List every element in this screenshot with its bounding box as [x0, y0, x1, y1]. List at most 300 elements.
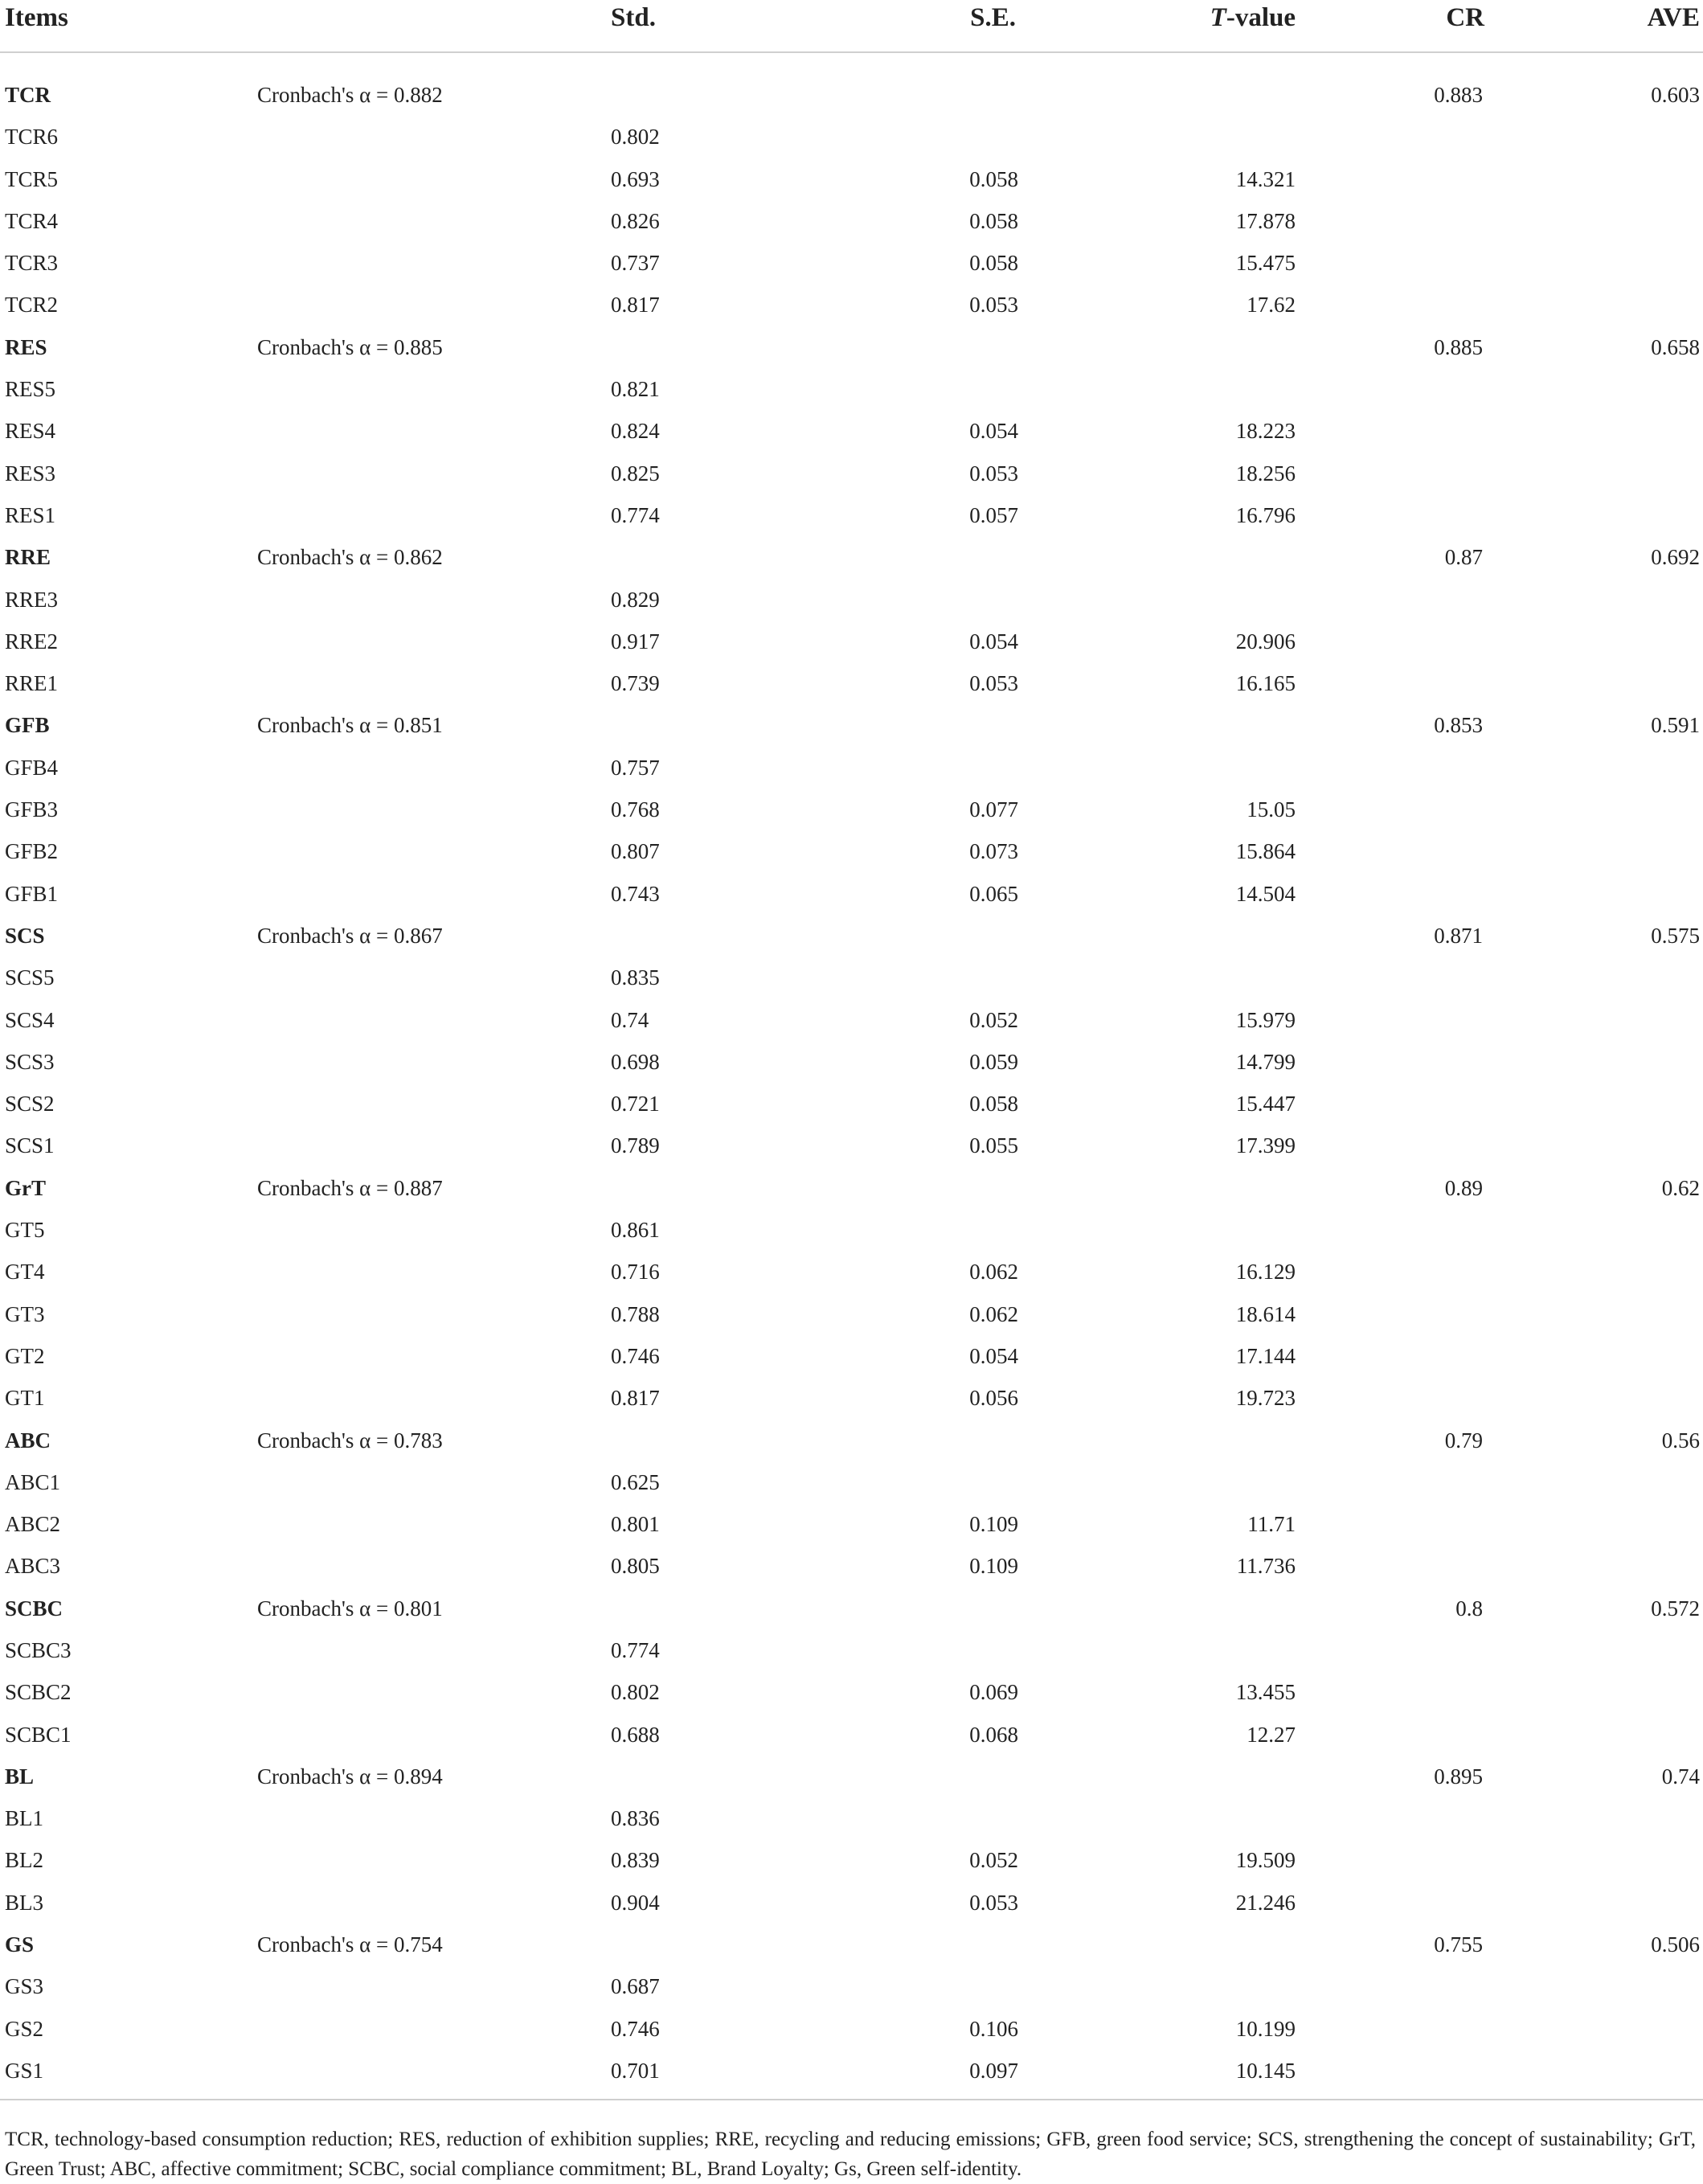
cell-std: 0.825	[611, 461, 660, 486]
cell-item: RES4	[5, 419, 56, 444]
cell-cronbach-alpha: Cronbach's α = 0.801	[257, 1596, 443, 1621]
cell-cr	[1318, 494, 1543, 536]
cell-std: 0.698	[611, 1049, 660, 1074]
cell-std: 0.737	[611, 251, 660, 276]
cell-se	[820, 116, 1061, 158]
cell-cr	[1318, 621, 1543, 662]
cell-se: 0.055	[969, 1133, 1018, 1158]
table-row	[0, 2050, 1703, 2092]
cell-t-value: 16.165	[1235, 671, 1296, 696]
cell-std: 0.826	[611, 208, 660, 233]
cell-cronbach-alpha	[257, 1714, 611, 1756]
cell-cronbach-alpha	[257, 284, 611, 326]
construct-row	[0, 1420, 1703, 1461]
cell-se	[820, 536, 1061, 578]
cell-std: 0.721	[611, 1092, 660, 1117]
cell-t-value	[1061, 1756, 1318, 1797]
cell-se	[820, 1167, 1061, 1209]
cell-item: RRE1	[5, 671, 59, 696]
cell-std: 0.743	[611, 881, 660, 906]
cell-cronbach-alpha	[257, 621, 611, 662]
header-items: Items	[0, 0, 257, 52]
table-row	[0, 200, 1703, 242]
cell-item: SCS2	[5, 1092, 55, 1117]
cell-t-value	[1061, 536, 1318, 578]
cell-item: SCBC3	[5, 1637, 72, 1662]
cell-t-value: 15.475	[1235, 251, 1296, 276]
construct-row	[0, 326, 1703, 368]
cell-ave	[1543, 200, 1703, 242]
cell-std: 0.839	[611, 1848, 660, 1873]
cell-ave	[1543, 1335, 1703, 1377]
cell-se	[820, 1797, 1061, 1839]
cell-cr	[1318, 747, 1543, 789]
cell-item: BL3	[5, 1890, 44, 1915]
table-row	[0, 830, 1703, 872]
cell-ave	[1543, 999, 1703, 1041]
cell-cronbach-alpha: Cronbach's α = 0.882	[257, 83, 443, 107]
cell-item: RES	[5, 334, 47, 359]
cell-cr	[1318, 1461, 1543, 1503]
cell-se	[820, 579, 1061, 621]
cell-cr: 0.79	[1444, 1428, 1483, 1453]
table-row	[0, 579, 1703, 621]
cell-se: 0.109	[969, 1554, 1018, 1579]
cell-cr	[1318, 579, 1543, 621]
table-row	[0, 1125, 1703, 1166]
cell-std: 0.688	[611, 1722, 660, 1747]
cell-cronbach-alpha	[257, 368, 611, 410]
table-row	[0, 116, 1703, 158]
cell-cr: 0.883	[1434, 83, 1483, 107]
cell-se: 0.053	[969, 1890, 1018, 1915]
cell-ave: 0.572	[1651, 1596, 1700, 1621]
cell-ave	[1543, 873, 1703, 915]
cell-t-value: 12.27	[1247, 1722, 1296, 1747]
table-row	[0, 284, 1703, 326]
cell-cr	[1318, 999, 1543, 1041]
cell-se: 0.053	[969, 293, 1018, 318]
cell-ave	[1543, 2008, 1703, 2050]
cell-se: 0.097	[969, 2058, 1018, 2083]
cell-ave	[1543, 1461, 1703, 1503]
cell-se	[820, 326, 1061, 368]
cell-se	[820, 52, 1061, 116]
cell-se: 0.059	[969, 1049, 1018, 1074]
cell-cr	[1318, 2008, 1543, 2050]
cell-cr	[1318, 1125, 1543, 1166]
cell-cr	[1318, 453, 1543, 494]
cell-item: BL2	[5, 1848, 44, 1873]
table-row	[0, 873, 1703, 915]
cell-cronbach-alpha	[257, 789, 611, 830]
cell-ave: 0.56	[1661, 1428, 1700, 1453]
cell-ave	[1543, 116, 1703, 158]
cell-cronbach-alpha	[257, 957, 611, 998]
cell-cronbach-alpha: Cronbach's α = 0.783	[257, 1428, 443, 1453]
cell-item: GFB3	[5, 797, 59, 822]
cell-cr	[1318, 1671, 1543, 1713]
cell-std	[611, 52, 820, 116]
cell-item: BL1	[5, 1806, 44, 1831]
cell-cr	[1318, 1839, 1543, 1881]
cell-cronbach-alpha	[257, 1545, 611, 1587]
cell-t-value: 11.736	[1236, 1554, 1296, 1579]
cell-item: GT2	[5, 1343, 45, 1368]
table-row	[0, 1503, 1703, 1545]
cell-ave	[1543, 1293, 1703, 1335]
cell-cr	[1318, 200, 1543, 242]
cell-item: RES5	[5, 377, 56, 402]
cell-cr	[1318, 1882, 1543, 1924]
cell-t-value: 17.144	[1235, 1343, 1296, 1368]
cell-item: BL	[5, 1764, 35, 1789]
cell-ave	[1543, 621, 1703, 662]
cell-t-value	[1061, 704, 1318, 746]
cell-se: 0.058	[969, 208, 1018, 233]
cell-std	[611, 1420, 820, 1461]
cell-cr	[1318, 158, 1543, 200]
cell-std: 0.821	[611, 377, 660, 402]
cell-cronbach-alpha	[257, 579, 611, 621]
cell-ave	[1543, 1839, 1703, 1881]
header-t-rest: -value	[1226, 3, 1296, 32]
cell-item: SCBC2	[5, 1680, 72, 1705]
cell-cronbach-alpha	[257, 1797, 611, 1839]
cell-item: GrT	[5, 1175, 46, 1200]
cell-t-value: 11.71	[1247, 1512, 1296, 1537]
table-row	[0, 1251, 1703, 1293]
cell-t-value	[1061, 326, 1318, 368]
cell-t-value	[1061, 1167, 1318, 1209]
cell-std	[611, 1588, 820, 1629]
cell-cronbach-alpha	[257, 1839, 611, 1881]
cell-t-value: 10.145	[1235, 2058, 1296, 2083]
construct-row	[0, 1756, 1703, 1797]
table-row	[0, 368, 1703, 410]
cell-ave	[1543, 2050, 1703, 2092]
cell-item: GT5	[5, 1218, 45, 1243]
cell-se: 0.058	[969, 251, 1018, 276]
cell-cr	[1318, 1545, 1543, 1587]
cell-se: 0.053	[969, 461, 1018, 486]
cell-se	[820, 1461, 1061, 1503]
cell-t-value	[1061, 1420, 1318, 1461]
cell-cr: 0.895	[1434, 1764, 1483, 1789]
cell-cronbach-alpha	[257, 116, 611, 158]
cell-t-value: 14.504	[1235, 881, 1296, 906]
cell-ave	[1543, 1503, 1703, 1545]
cell-std: 0.801	[611, 1512, 660, 1537]
cell-ave	[1543, 662, 1703, 704]
cell-cr	[1318, 2050, 1543, 2092]
cell-t-value: 18.223	[1235, 419, 1296, 444]
cell-item: TCR5	[5, 166, 59, 191]
construct-row	[0, 1167, 1703, 1209]
cell-ave: 0.591	[1651, 713, 1700, 738]
cell-ave	[1543, 453, 1703, 494]
cell-std	[611, 1924, 820, 1965]
table-row	[0, 621, 1703, 662]
cell-cronbach-alpha	[257, 158, 611, 200]
cell-cr	[1318, 1797, 1543, 1839]
cell-t-value: 19.509	[1235, 1848, 1296, 1873]
cell-item: RRE2	[5, 629, 59, 654]
cell-se: 0.052	[969, 1007, 1018, 1032]
cell-item: GS3	[5, 1974, 44, 1999]
cell-std: 0.802	[611, 125, 660, 150]
cell-item: SCBC	[5, 1596, 63, 1621]
cell-cronbach-alpha: Cronbach's α = 0.851	[257, 713, 443, 738]
cell-item: TCR3	[5, 251, 59, 276]
cell-t-value: 19.723	[1235, 1386, 1296, 1411]
cell-ave	[1543, 1083, 1703, 1125]
cell-cronbach-alpha: Cronbach's α = 0.867	[257, 923, 443, 948]
cell-std: 0.805	[611, 1554, 660, 1579]
cell-cr	[1318, 242, 1543, 284]
cell-cronbach-alpha	[257, 1041, 611, 1083]
cell-ave	[1543, 747, 1703, 789]
cell-cr: 0.885	[1434, 334, 1483, 359]
cell-cronbach-alpha	[257, 1209, 611, 1251]
header-alpha-spacer	[257, 0, 611, 52]
cell-ave	[1543, 1797, 1703, 1839]
cell-item: RES3	[5, 461, 56, 486]
cell-t-value: 14.321	[1235, 166, 1296, 191]
table-row	[0, 242, 1703, 284]
table-row	[0, 494, 1703, 536]
table-row	[0, 1714, 1703, 1756]
cell-se	[820, 915, 1061, 957]
cell-std: 0.701	[611, 2058, 660, 2083]
cell-item: SCS	[5, 923, 45, 948]
cell-se	[820, 1209, 1061, 1251]
cell-std: 0.917	[611, 629, 660, 654]
cell-se: 0.054	[969, 629, 1018, 654]
cell-se: 0.062	[969, 1301, 1018, 1326]
cell-std: 0.774	[611, 1637, 660, 1662]
cell-std: 0.835	[611, 965, 660, 990]
cell-ave	[1543, 1629, 1703, 1671]
cell-item: ABC3	[5, 1554, 61, 1579]
table-row	[0, 1671, 1703, 1713]
cell-se: 0.068	[969, 1722, 1018, 1747]
cell-t-value: 17.62	[1247, 293, 1296, 318]
cell-cr	[1318, 368, 1543, 410]
cell-t-value	[1061, 957, 1318, 998]
cell-t-value: 10.199	[1235, 2016, 1296, 2041]
cell-item: GFB4	[5, 755, 59, 780]
header-std-label: Std.	[611, 3, 656, 32]
cell-std	[611, 704, 820, 746]
cell-cr	[1318, 789, 1543, 830]
cell-cronbach-alpha	[257, 1335, 611, 1377]
table-row	[0, 1629, 1703, 1671]
cell-item: SCBC1	[5, 1722, 72, 1747]
cell-t-value: 17.878	[1235, 208, 1296, 233]
cell-cr	[1318, 873, 1543, 915]
cell-std: 0.746	[611, 1343, 660, 1368]
cell-std	[611, 536, 820, 578]
cell-ave	[1543, 1714, 1703, 1756]
header-t-value	[1061, 0, 1318, 52]
cell-cronbach-alpha	[257, 1251, 611, 1293]
cell-t-value	[1061, 52, 1318, 116]
cell-std: 0.836	[611, 1806, 660, 1831]
cell-ave: 0.658	[1651, 334, 1700, 359]
cell-ave: 0.506	[1651, 1932, 1700, 1957]
cell-cr	[1318, 1041, 1543, 1083]
cell-std: 0.817	[611, 1386, 660, 1411]
cell-cr	[1318, 1503, 1543, 1545]
table-body	[0, 52, 1703, 2092]
cell-t-value: 14.799	[1235, 1049, 1296, 1074]
cell-item: GT4	[5, 1260, 45, 1285]
cell-cr: 0.8	[1455, 1596, 1483, 1621]
construct-row	[0, 536, 1703, 578]
cell-t-value	[1061, 747, 1318, 789]
table-row	[0, 1377, 1703, 1419]
cell-cronbach-alpha	[257, 1377, 611, 1419]
cell-cr: 0.89	[1444, 1175, 1483, 1200]
cell-cronbach-alpha	[257, 999, 611, 1041]
cell-item: TCR4	[5, 208, 59, 233]
construct-row	[0, 52, 1703, 116]
cell-item: GT1	[5, 1386, 45, 1411]
cell-se: 0.056	[969, 1386, 1018, 1411]
cell-t-value: 18.614	[1235, 1301, 1296, 1326]
cell-ave: 0.575	[1651, 923, 1700, 948]
cell-cronbach-alpha	[257, 2008, 611, 2050]
cell-item: ABC2	[5, 1512, 61, 1537]
table-row	[0, 999, 1703, 1041]
cell-std	[611, 326, 820, 368]
cell-ave	[1543, 368, 1703, 410]
header-se: S.E.	[820, 0, 1061, 52]
cell-cronbach-alpha	[257, 1629, 611, 1671]
cell-std: 0.687	[611, 1974, 660, 1999]
cell-ave	[1543, 957, 1703, 998]
cell-cr	[1318, 1251, 1543, 1293]
cell-ave	[1543, 579, 1703, 621]
cell-cr	[1318, 662, 1543, 704]
cell-se: 0.073	[969, 839, 1018, 864]
cell-se	[820, 1629, 1061, 1671]
cell-ave	[1543, 1041, 1703, 1083]
cell-ave	[1543, 830, 1703, 872]
cell-se	[820, 704, 1061, 746]
table-row	[0, 2008, 1703, 2050]
cell-cr	[1318, 116, 1543, 158]
table-header	[0, 0, 1703, 52]
cell-cronbach-alpha	[257, 1125, 611, 1166]
footnote-divider	[0, 2099, 1703, 2100]
cell-se	[820, 1965, 1061, 2007]
header-row	[0, 0, 1703, 52]
cell-std: 0.74	[611, 1007, 649, 1032]
construct-row	[0, 1588, 1703, 1629]
cell-cronbach-alpha	[257, 1083, 611, 1125]
cell-ave	[1543, 410, 1703, 452]
cell-cronbach-alpha	[257, 1882, 611, 1924]
cell-ave: 0.603	[1651, 83, 1700, 107]
cell-cronbach-alpha	[257, 2050, 611, 2092]
header-ave: AVE	[1543, 0, 1703, 52]
cell-std: 0.625	[611, 1469, 660, 1494]
cell-t-value	[1061, 116, 1318, 158]
cell-item: SCS1	[5, 1133, 55, 1158]
cell-ave	[1543, 284, 1703, 326]
table-footnote: TCR, technology-based consumption reduction; RES, reduction of exhibition supplies; RRE, recycling and reducing emissions; GFB, green food service; SCS, strengthening the concept of sustainability; GrT, Green Trust; ABC, affective commitment; SCBC, social compliance commitment; BL, Brand Loyalty; Gs, Green self-identity.	[5, 2129, 1696, 2180]
cell-t-value	[1061, 1965, 1318, 2007]
construct-row	[0, 704, 1703, 746]
table-row	[0, 1882, 1703, 1924]
cell-std	[611, 1756, 820, 1797]
cell-t-value	[1061, 1209, 1318, 1251]
cell-item: TCR6	[5, 125, 59, 150]
cell-t-value: 16.796	[1235, 502, 1296, 527]
cell-cronbach-alpha	[257, 1503, 611, 1545]
cell-t-value: 13.455	[1235, 1680, 1296, 1705]
cell-cronbach-alpha	[257, 1965, 611, 2007]
table-row	[0, 1335, 1703, 1377]
cell-cronbach-alpha	[257, 830, 611, 872]
cell-item: GFB	[5, 713, 50, 738]
cell-std: 0.788	[611, 1301, 660, 1326]
cell-cronbach-alpha	[257, 747, 611, 789]
cell-std: 0.739	[611, 671, 660, 696]
cell-std: 0.757	[611, 755, 660, 780]
cell-ave: 0.74	[1661, 1764, 1700, 1789]
cell-cronbach-alpha: Cronbach's α = 0.862	[257, 545, 443, 570]
table-row	[0, 453, 1703, 494]
cell-se: 0.058	[969, 1092, 1018, 1117]
cell-t-value	[1061, 1797, 1318, 1839]
cell-ave	[1543, 789, 1703, 830]
cell-std: 0.789	[611, 1133, 660, 1158]
cell-item: SCS3	[5, 1049, 55, 1074]
cell-item: GFB2	[5, 839, 59, 864]
cell-t-value: 16.129	[1235, 1260, 1296, 1285]
table-row	[0, 410, 1703, 452]
table-row	[0, 1965, 1703, 2007]
cell-ave	[1543, 1377, 1703, 1419]
cell-t-value: 21.246	[1235, 1890, 1296, 1915]
cell-cr	[1318, 284, 1543, 326]
cell-t-value	[1061, 1629, 1318, 1671]
cell-cronbach-alpha	[257, 494, 611, 536]
cell-cr	[1318, 410, 1543, 452]
table-row	[0, 1545, 1703, 1587]
table-row	[0, 747, 1703, 789]
cell-std: 0.817	[611, 293, 660, 318]
cell-se: 0.077	[969, 797, 1018, 822]
cell-item: SCS5	[5, 965, 55, 990]
cell-cronbach-alpha: Cronbach's α = 0.894	[257, 1764, 443, 1789]
table-row	[0, 1293, 1703, 1335]
cell-cronbach-alpha	[257, 873, 611, 915]
cell-cr: 0.87	[1444, 545, 1483, 570]
cell-item: GS	[5, 1932, 35, 1957]
cell-item: RRE	[5, 545, 51, 570]
cell-std: 0.807	[611, 839, 660, 864]
cell-std: 0.746	[611, 2016, 660, 2041]
cell-std: 0.904	[611, 1890, 660, 1915]
cell-ave	[1543, 1209, 1703, 1251]
cell-cronbach-alpha	[257, 242, 611, 284]
table-row	[0, 1461, 1703, 1503]
cell-cr: 0.755	[1434, 1932, 1483, 1957]
